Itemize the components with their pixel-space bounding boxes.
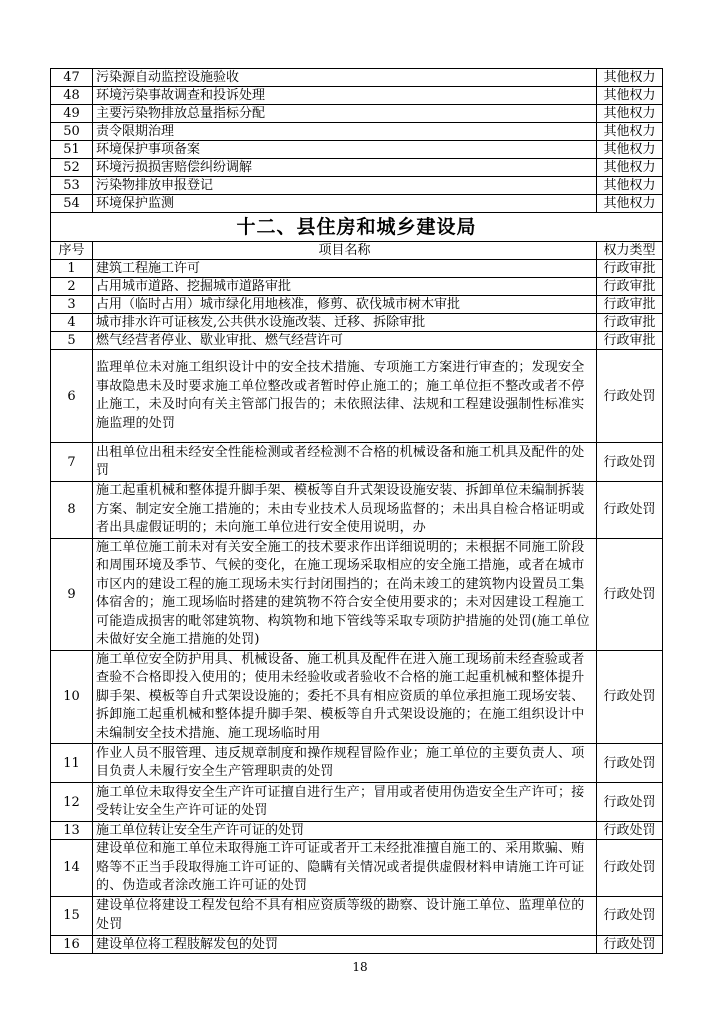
table-row <box>51 69 663 87</box>
header-name: 项目名称 <box>93 242 597 260</box>
row-item-name: 环境保护监测 <box>93 195 597 213</box>
row-number: 15 <box>51 896 93 935</box>
row-item-name: 建设单位将建设工程发包给不具有相应资质等级的勘察、设计施工单位、监理单位的处罚 <box>93 896 597 935</box>
row-power-type: 行政审批 <box>597 314 663 332</box>
table-row <box>51 141 663 159</box>
row-item-name: 污染物排放申报登记 <box>93 177 597 195</box>
row-number: 12 <box>51 783 93 822</box>
row-power-type: 行政处罚 <box>597 822 663 840</box>
row-item-name: 建设单位将工程肢解发包的处罚 <box>93 935 597 953</box>
row-number: 2 <box>51 278 93 296</box>
table-row <box>51 783 663 822</box>
row-number: 6 <box>51 350 93 443</box>
row-number: 47 <box>51 69 93 87</box>
page-number: 18 <box>352 960 368 974</box>
row-power-type: 行政处罚 <box>597 482 663 539</box>
row-power-type: 行政处罚 <box>597 350 663 443</box>
row-item-name: 污染源自动监控设施验收 <box>93 69 597 87</box>
row-number: 52 <box>51 159 93 177</box>
table-row <box>51 350 663 443</box>
row-item-name: 作业人员不服管理、违反规章制度和操作规程冒险作业；施工单位的主要负责人、项目负责人未履行安全生产管理职责的处罚 <box>93 744 597 783</box>
row-power-type: 其他权力 <box>597 123 663 141</box>
row-number: 14 <box>51 840 93 897</box>
row-power-type: 行政处罚 <box>597 896 663 935</box>
section-title: 十二、县住房和城乡建设局 <box>51 213 663 242</box>
row-item-name: 建筑工程施工许可 <box>93 260 597 278</box>
row-number: 49 <box>51 105 93 123</box>
row-number: 5 <box>51 332 93 350</box>
table-row <box>51 87 663 105</box>
row-item-name: 出租单位出租未经安全性能检测或者经检测不合格的机械设备和施工机具及配件的处罚 <box>93 443 597 482</box>
row-power-type: 其他权力 <box>597 195 663 213</box>
row-item-name <box>93 650 597 744</box>
row-power-type: 行政审批 <box>597 332 663 350</box>
row-number: 8 <box>51 482 93 539</box>
table-row <box>51 260 663 278</box>
row-power-type: 行政处罚 <box>597 744 663 783</box>
table-header-row <box>51 242 663 260</box>
row-power-type: 行政处罚 <box>597 650 663 744</box>
row-item-name: 占用（临时占用）城市绿化用地核准，修剪、砍伐城市树木审批 <box>93 296 597 314</box>
row-power-type: 其他权力 <box>597 105 663 123</box>
row-power-type: 行政处罚 <box>597 443 663 482</box>
table-row <box>51 332 663 350</box>
table-row <box>51 278 663 296</box>
row-item-name: 施工单位施工前未对有关安全施工的技术要求作出详细说明的；未根据不同施工阶段和周围环境及季节、气候的变化，在施工现场采取相应的安全施工措施，或者在城市市区内的建设工程的施工现场未实行封闭围挡的；在尚未竣工的建筑物内设置员工集体宿舍的；施工现场临时搭建的建筑物不符合安全使用要求的；未对因建设工程施工可能造成损害的毗邻建筑物、构筑物和地下管线等采取专项防护措施的处罚(施工单位未做好安全施工措施的处罚) <box>93 538 597 650</box>
row-item-name: 城市排水许可证核发,公共供水设施改装、迁移、拆除审批 <box>93 314 597 332</box>
row-number: 48 <box>51 87 93 105</box>
table-row <box>51 159 663 177</box>
row-item-name-text: 施工单位安全防护用具、机械设备、施工机具及配件在进入施工现场前未经查验或者查验不合格即投入使用的；使用未经验收或者验收不合格的施工起重机械和整体提升脚手架、模板等自升式架设设施的；委托不具有相应资质的单位承担施工现场安装、拆卸施工起重机械和整体提升脚手架、模板等自升式架设设施的；在施工组织设计中未编制安全技术措施、施工现场临时用 <box>96 651 585 741</box>
row-number: 10 <box>51 650 93 744</box>
row-item-name: 燃气经营者停业、歇业审批、燃气经营许可 <box>93 332 597 350</box>
table-row <box>51 538 663 650</box>
row-number: 9 <box>51 538 93 650</box>
row-power-type: 行政审批 <box>597 296 663 314</box>
row-item-name: 主要污染物排放总量指标分配 <box>93 105 597 123</box>
row-number: 4 <box>51 314 93 332</box>
header-no: 序号 <box>51 242 93 260</box>
row-number: 13 <box>51 822 93 840</box>
row-item-name: 环境保护事项备案 <box>93 141 597 159</box>
table-row <box>51 482 663 539</box>
table-row <box>51 177 663 195</box>
row-power-type: 其他权力 <box>597 141 663 159</box>
row-power-type: 行政审批 <box>597 278 663 296</box>
row-power-type: 其他权力 <box>597 69 663 87</box>
row-item-name: 监理单位未对施工组织设计中的安全技术措施、专项施工方案进行审查的；发现安全事故隐患未及时要求施工单位整改或者暂时停止施工的；施工单位拒不整改或者不停止施工，未及时向有关主管部门报告的；未依照法律、法规和工程建设强制性标准实施监理的处罚 <box>93 350 597 443</box>
row-number: 11 <box>51 744 93 783</box>
row-item-name: 施工单位未取得安全生产许可证擅自进行生产；冒用或者使用伪造安全生产许可；接受转让安全生产许可证的处罚 <box>93 783 597 822</box>
row-item-name: 建设单位和施工单位未取得施工许可证或者开工未经批准擅自施工的、采用欺骗、贿赂等不正当手段取得施工许可证的、隐瞒有关情况或者提供虚假材料申请施工许可证的、伪造或者涂改施工许可证的处罚 <box>93 840 597 897</box>
section-row <box>51 213 663 242</box>
table-row <box>51 822 663 840</box>
row-number: 1 <box>51 260 93 278</box>
row-number: 16 <box>51 935 93 953</box>
row-power-type: 其他权力 <box>597 87 663 105</box>
row-number: 51 <box>51 141 93 159</box>
table-body <box>51 69 663 954</box>
table-row <box>51 650 663 744</box>
row-power-type: 行政处罚 <box>597 538 663 650</box>
row-item-name: 占用城市道路、挖掘城市道路审批 <box>93 278 597 296</box>
row-power-type: 其他权力 <box>597 159 663 177</box>
row-item-name: 责令限期治理 <box>93 123 597 141</box>
row-power-type: 其他权力 <box>597 177 663 195</box>
row-power-type: 行政处罚 <box>597 783 663 822</box>
table-row <box>51 443 663 482</box>
header-type: 权力类型 <box>597 242 663 260</box>
table-row <box>51 314 663 332</box>
row-number: 7 <box>51 443 93 482</box>
row-number: 3 <box>51 296 93 314</box>
table-row <box>51 935 663 953</box>
row-power-type: 行政处罚 <box>597 840 663 897</box>
table-row <box>51 896 663 935</box>
row-item-name-text: 施工起重机械和整体提升脚手架、模板等自升式架设设施安装、拆卸单位未编制拆装方案、制定安全施工措施的；未由专业技术人员现场监督的；未出具自检合格证明或者出具虚假证明的；未向施工单位进行安全使用说明，办 <box>96 483 585 535</box>
row-item-name <box>93 482 597 539</box>
table-row <box>51 123 663 141</box>
table-row <box>51 840 663 897</box>
row-number: 53 <box>51 177 93 195</box>
table-row <box>51 296 663 314</box>
row-item-name: 施工单位转让安全生产许可证的处罚 <box>93 822 597 840</box>
table-row <box>51 195 663 213</box>
row-number: 50 <box>51 123 93 141</box>
row-number: 54 <box>51 195 93 213</box>
table-row <box>51 105 663 123</box>
row-power-type: 行政审批 <box>597 260 663 278</box>
table-row <box>51 744 663 783</box>
row-item-name: 环境污染事故调查和投诉处理 <box>93 87 597 105</box>
power-list-table <box>50 68 663 954</box>
row-power-type: 行政处罚 <box>597 935 663 953</box>
row-item-name: 环境污损损害赔偿纠纷调解 <box>93 159 597 177</box>
